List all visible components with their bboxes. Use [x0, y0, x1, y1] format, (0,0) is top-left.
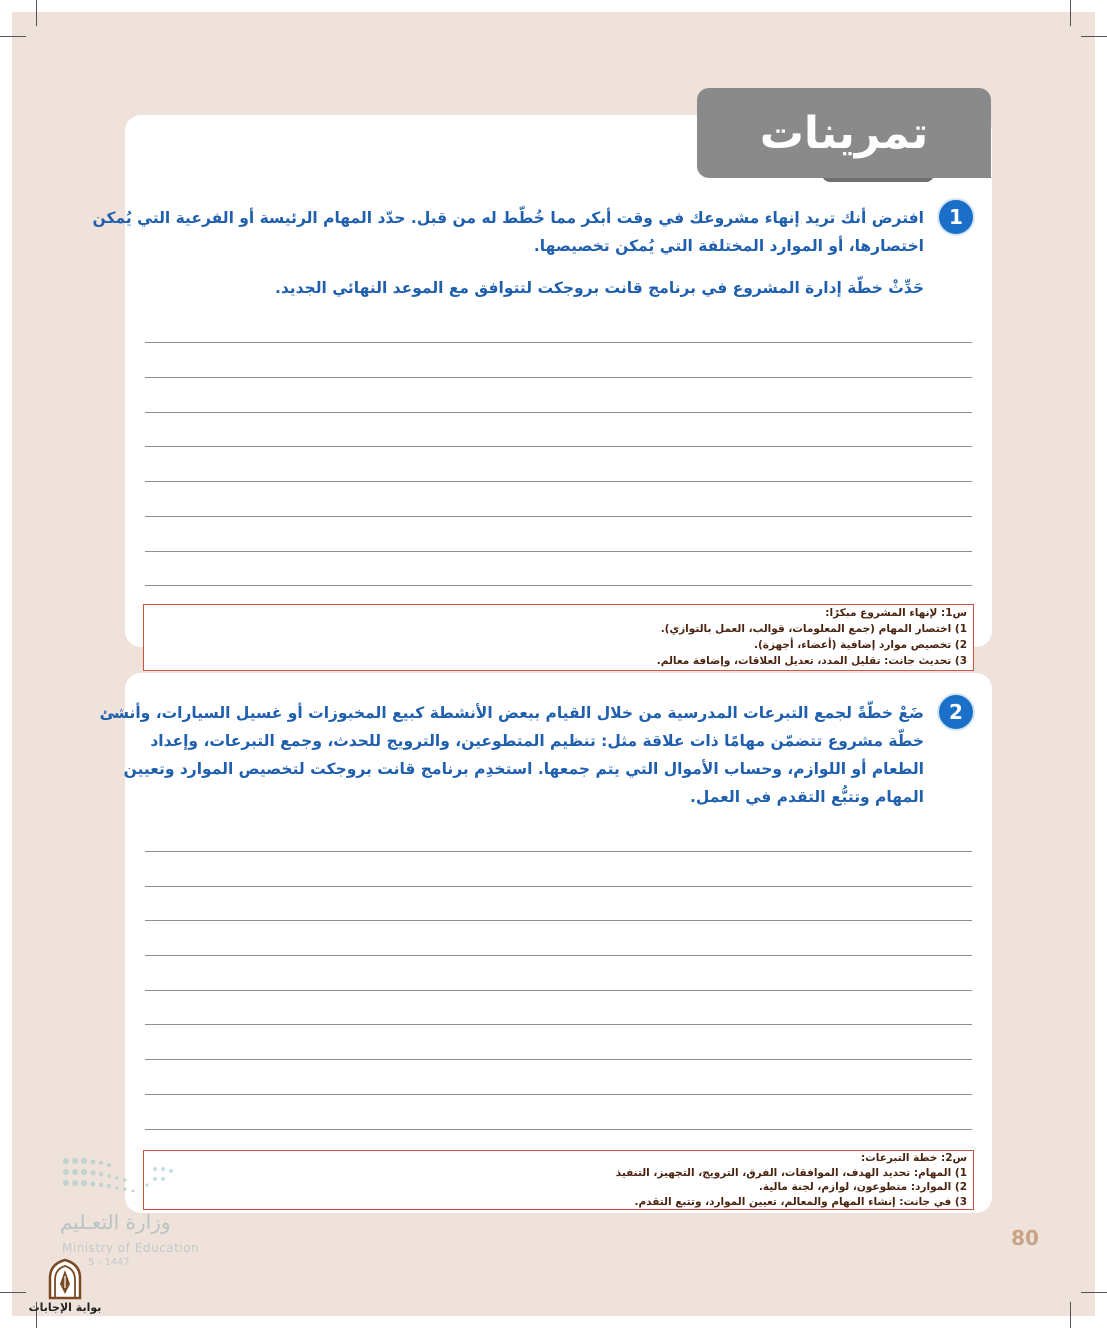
crop-mark [36, 0, 37, 26]
exercise-2-line: المهام وتتبُّع التقدم في العمل. [690, 788, 924, 806]
exercise-2-line: خطّة مشروع تتضمّن مهامًا ذات علاقة مثل: تنظيم المتطوعين، والترويج للحدث، وجمع التبرعات، وإعداد [150, 732, 924, 750]
answers-portal-logo-icon [44, 1256, 86, 1300]
crop-mark [0, 1292, 26, 1293]
answers-portal-label: بوابة الإجابات [28, 1301, 102, 1314]
answer-line [145, 516, 972, 517]
answer-line [145, 990, 972, 991]
answer-line [145, 412, 972, 413]
ministry-logo-icon [60, 1155, 200, 1203]
answer-line [145, 1059, 972, 1060]
answer-line [145, 551, 972, 552]
answer-line-text: س1: لإنهاء المشروع مبكرًا: [825, 607, 967, 619]
exercise-1-question [92, 204, 924, 260]
crop-mark [1070, 0, 1071, 26]
answer-line-text: 3) في جانت: إنشاء المهام والمعالم، تعيين الموارد، وتتبع التقدم. [634, 1195, 967, 1208]
answer-line-text: 1) المهام: تحديد الهدف، الموافقات، الفرق، الترويج، التجهيز، التنفيذ [615, 1166, 967, 1179]
exercise-2-answer-box [143, 1150, 974, 1210]
exercise-1-line: اختصارها، أو الموارد المختلفة التي يُمكن تخصيصها. [533, 237, 924, 255]
answer-line [145, 446, 972, 447]
ministry-year: 5 - 1447 [88, 1257, 130, 1268]
crop-mark [0, 36, 26, 37]
answer-line-text: 1) اختصار المهام (جمع المعلومات، قوالب، العمل بالتوازي). [660, 623, 967, 635]
answer-line [145, 886, 972, 887]
exercise-2-line: الطعام أو اللوازم، وحساب الأموال التي يتم جمعها. استخدِم برنامج قانت بروجكت لتخصيص الموارد وتعيين [123, 760, 924, 778]
exercise-1-instruction: حَدِّثْ خطّة إدارة المشروع في برنامج قانت بروجكت لتتوافق مع الموعد النهائي الجديد. [274, 279, 924, 297]
exercise-2-number: 2 [937, 693, 975, 731]
exercise-1-panel [92, 115, 992, 647]
answer-line [145, 955, 972, 956]
answer-line-text: س2: خطة التبرعات: [861, 1152, 967, 1164]
answer-line [145, 481, 972, 482]
answer-line-text: 2) الموارد: متطوعون، لوازم، لجنة مالية. [758, 1181, 967, 1193]
crop-mark [1070, 1302, 1071, 1328]
crop-mark [1081, 36, 1107, 37]
answer-line [145, 342, 972, 343]
answer-line [145, 585, 972, 586]
answer-line-text: 3) تحديث جانت: تقليل المدد، تعديل العلاقات، وإضافة معالم. [656, 655, 967, 667]
answer-line [145, 920, 972, 921]
answer-line-text: 2) تخصيص موارد إضافية (أعضاء، أجهزة). [753, 639, 967, 651]
page-title: تمرينات [697, 88, 991, 178]
exercise-1-line: افترض أنك تريد إنهاء مشروعك في وقت أبكر مما خُطّط له من قبل. حدّد المهام الرئيسة أو الفرعية التي يُمكن [92, 209, 924, 227]
crop-mark [1081, 1292, 1107, 1293]
exercise-2-question [99, 699, 924, 811]
exercise-1-number: 1 [937, 198, 975, 236]
answer-line [145, 1024, 972, 1025]
answer-line [145, 377, 972, 378]
ministry-name-english: Ministry of Education [62, 1241, 200, 1255]
exercise-2-line: ضَعْ خطّةً لجمع التبرعات المدرسية من خلال القيام ببعض الأنشطة كبيع المخبوزات أو غسيل السيارات، وأنشئ [99, 704, 924, 722]
answer-line [145, 851, 972, 852]
answer-line [145, 1129, 972, 1130]
page-number: 80 [1011, 1226, 1039, 1250]
ministry-name-arabic: وزارة التعـليم [60, 1210, 171, 1234]
answer-line [145, 1094, 972, 1095]
exercise-1-answer-box [143, 604, 974, 671]
